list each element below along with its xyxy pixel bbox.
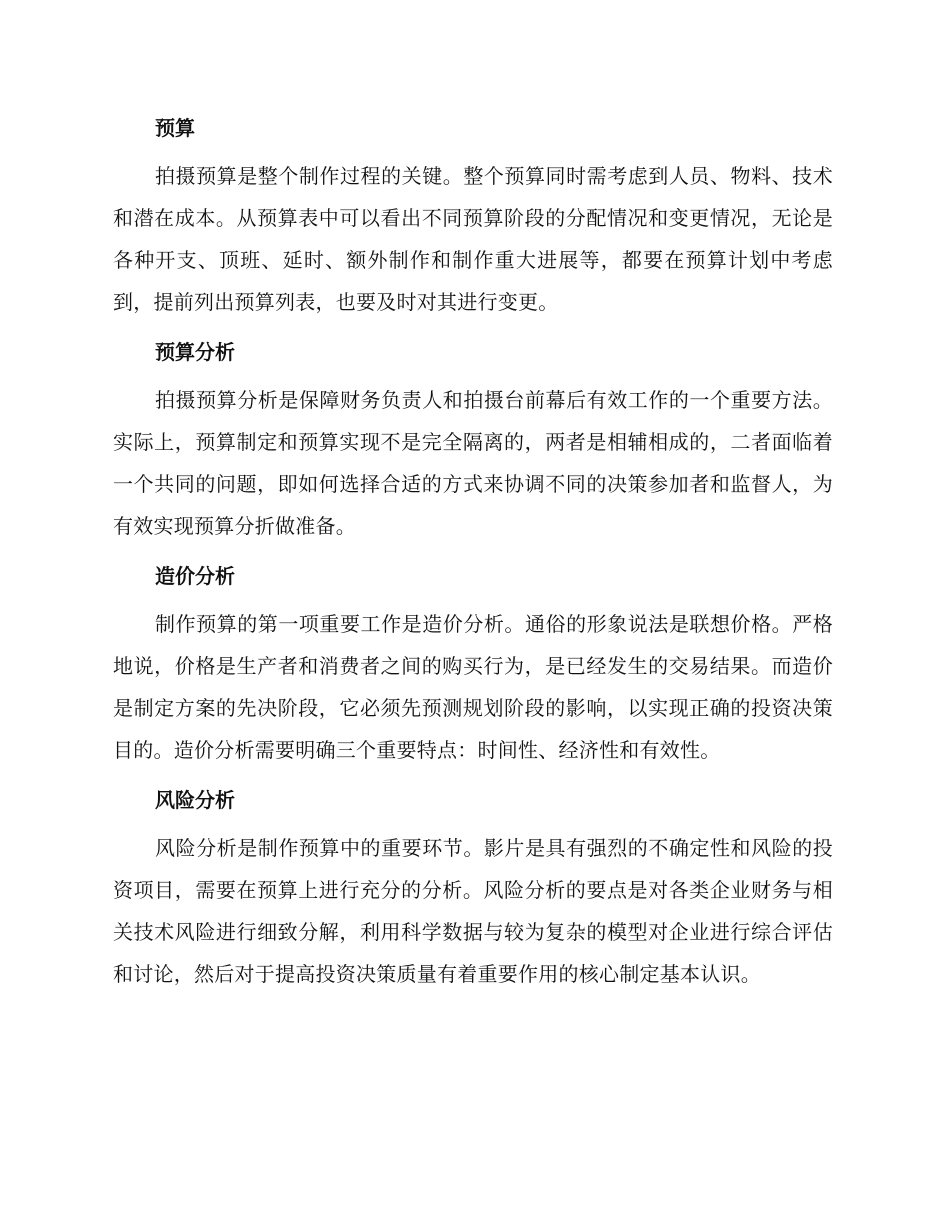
section-heading: 风险分析 xyxy=(155,788,235,812)
section-paragraph: 拍摄预算是整个制作过程的关键。整个预算同时需考虑到人员、物料、技术和潜在成本。从预算表中可以看出不同预算阶段的分配情况和变更情况，无论是各种开支、顶班、延时、额外制作和制作重大进展等，都要在预算计划中考虑到，提前列出预算列表，也要及时对其进行变更。 xyxy=(113,164,833,314)
section-paragraph: 制作预算的第一项重要工作是造价分析。通俗的形象说法是联想价格。严格地说，价格是生产者和消费者之间的购买行为，是已经发生的交易结果。而造价是制定方案的先决阶段，它必须先预测规划阶段的影响，以实现正确的投资决策目的。造价分析需要明确三个重要特点：时间性、经济性和有效性。 xyxy=(113,612,833,762)
section-paragraph: 风险分析是制作预算中的重要环节。影片是具有强烈的不确定性和风险的投资项目，需要在预算上进行充分的分析。风险分析的要点是对各类企业财务与相关技术风险进行细致分解，利用科学数据与较为复杂的模型对企业进行综合评估和讨论，然后对于提高投资决策质量有着重要作用的核心制定基本认识。 xyxy=(113,836,833,986)
document-page xyxy=(113,108,833,1004)
section-cost-analysis xyxy=(113,556,833,771)
section-heading: 预算 xyxy=(155,116,195,140)
section-risk-analysis xyxy=(113,780,833,995)
section-heading: 预算分析 xyxy=(155,340,235,364)
section-paragraph: 拍摄预算分析是保障财务负责人和拍摄台前幕后有效工作的一个重要方法。实际上，预算制定和预算实现不是完全隔离的，两者是相辅相成的，二者面临着一个共同的问题，即如何选择合适的方式来协调不同的决策参加者和监督人，为有效实现预算分折做准备。 xyxy=(113,388,833,538)
section-heading: 造价分析 xyxy=(155,564,235,588)
section-budget-analysis xyxy=(113,332,833,547)
section-budget xyxy=(113,108,833,323)
